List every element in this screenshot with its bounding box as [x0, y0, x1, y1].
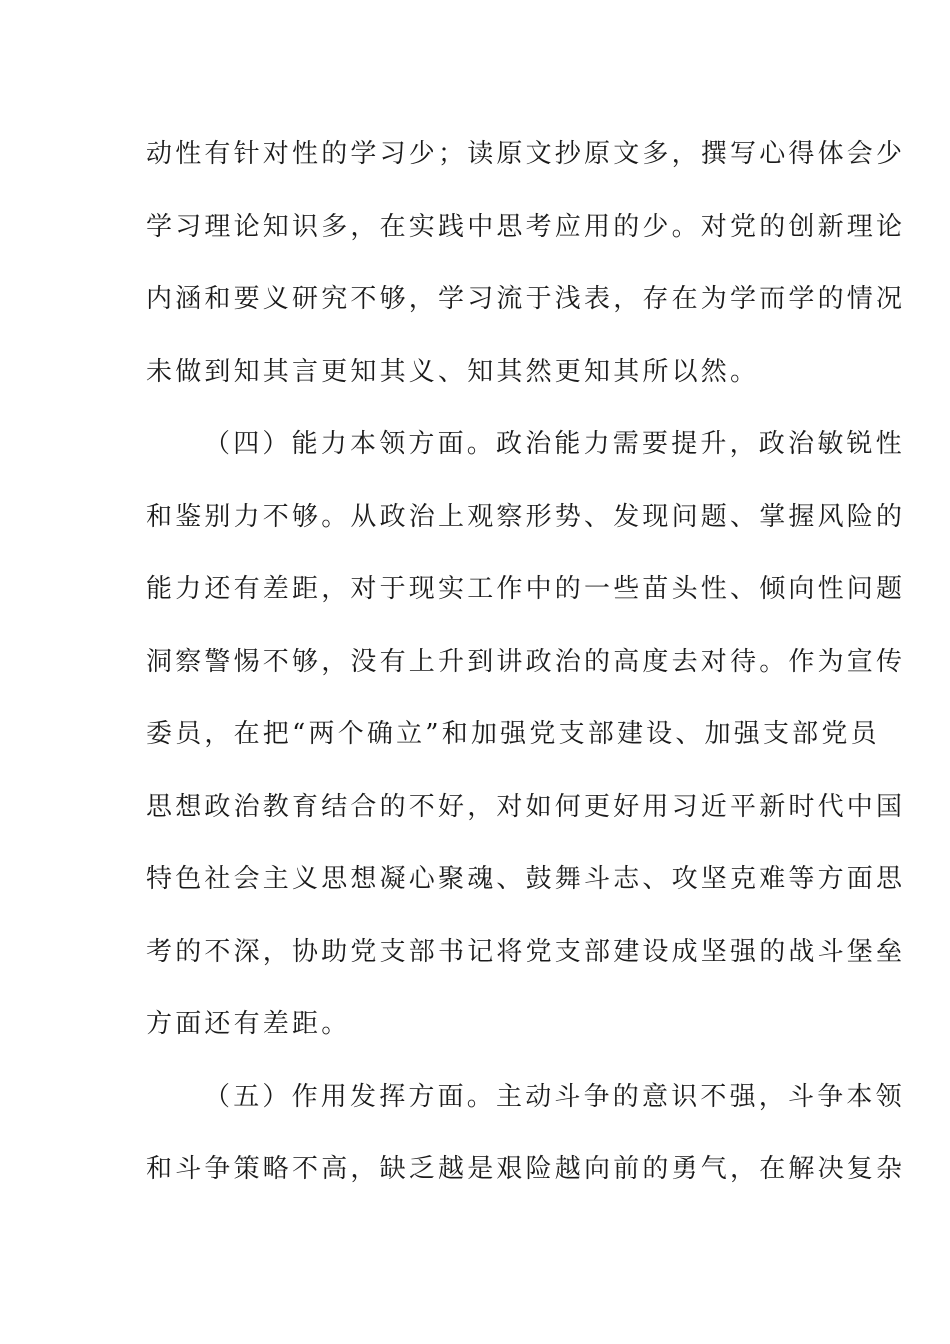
- text-line: 洞察警惕不够，没有上升到讲政治的高度去对待。作为宣传: [146, 646, 906, 677]
- text-line: 方面还有差距。: [146, 1009, 351, 1039]
- text-line: 和鉴别力不够。从政治上观察形势、发现问题、掌握风险的: [146, 501, 906, 532]
- text-line: 动性有针对性的学习少；读原文抄原文多，撰写心得体会少: [146, 139, 906, 169]
- text-line: 未做到知其言更知其义、知其然更知其所以然。: [146, 356, 760, 387]
- text-line: 内涵和要义研究不够，学习流于浅表，存在为学而学的情况: [146, 284, 906, 314]
- text-line: 能力还有差距，对于现实工作中的一些苗头性、倾向性问题: [146, 574, 906, 604]
- section-four-heading-line: （四）能力本领方面。政治能力需要提升，政治敏锐性: [204, 429, 905, 459]
- text-line: 学习理论知识多，在实践中思考应用的少。对党的创新理论: [146, 211, 906, 242]
- text-line: 思想政治教育结合的不好，对如何更好用习近平新时代中国: [146, 791, 906, 822]
- section-five-heading-line: （五）作用发挥方面。主动斗争的意识不强，斗争本领: [204, 1081, 905, 1112]
- text-line: 和斗争策略不高，缺乏越是艰险越向前的勇气，在解决复杂: [146, 1154, 906, 1184]
- text-line: 委员，在把“两个确立”和加强党支部建设、加强支部党员: [146, 719, 880, 749]
- text-line: 考的不深，协助党支部书记将党支部建设成坚强的战斗堡垒: [146, 936, 906, 967]
- body-text: [146, 128, 906, 1216]
- text-line: 特色社会主义思想凝心聚魂、鼓舞斗志、攻坚克难等方面思: [146, 864, 906, 894]
